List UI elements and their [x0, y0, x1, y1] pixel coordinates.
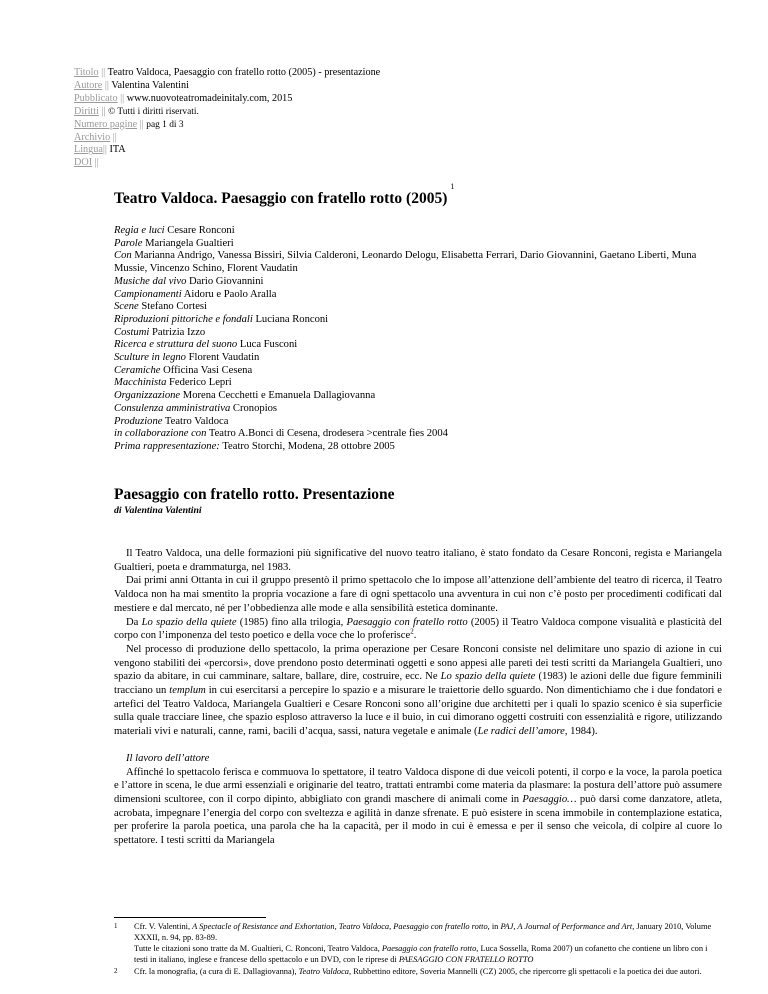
credit-line: Costumi Patrizia Izzo: [114, 326, 206, 338]
metadata-row-pubblicato: Pubblicato || www.nuovoteatromadeinitaly.com, 2015: [74, 92, 293, 104]
credit-line: Regia e luci Cesare Ronconi: [114, 225, 235, 236]
metadata-row-diritti: Diritti || © Tutti i diritti riservati.: [74, 105, 199, 117]
metadata-row-doi: DOI ||: [74, 157, 99, 169]
credit-line: Con Marianna Andrigo, Vanessa Bissiri, Silvia Calderoni, Leonardo Delogu, Elisabetta Ferrari, Dario Giovannini, Gaetano Liberti, Muna Mussie, Vincenzo Schino, Florent Vaudatin: [114, 250, 697, 275]
metadata-row-numero-pagine: Numero pagine || pag 1 di 3: [74, 118, 184, 130]
page-title: Teatro Valdoca. Paesaggio con fratello rotto $(2005)^1$: [114, 182, 455, 208]
footnote-ref[interactable]: 2: [410, 627, 414, 636]
metadata-key-link[interactable]: Archivio: [74, 131, 111, 143]
credit-line: in collaborazione con Teatro A.Bonci di Cesena, drodesera >centrale fies 2004: [114, 428, 448, 440]
credit-line: Consulenza amministrativa Cronopios: [114, 402, 278, 414]
paragraph: Nel processo di produzione dello spettacolo, la prima operazione per Cesare Ronconi consiste nel delimitare uno spazio di azione in cui vengono stabiliti dei «percorsi», dove prendono posto determinati oggetti e sono appesi alle pareti dei testi scritti da Mariangela Gualtieri, uno spazio da abitare, in cui camminare, saltare, ballare, dire, costruire, ecc. Ne Lo spazio della quiete (1983) le azioni delle due figure femminili tracciano un templum in cui esercitarsi a percepire lo spazio e a misurare le traiettorie dello sguardo. Non dimentichiamo che i due fondatori e artefici del Teatro Valdoca, Mariangela Gualtieri e Cesare Ronconi sono all’origine due architetti per i quali lo spazio scenico è sia superficie sulla quale tracciare linee, che spazio esploso attraverso la luce e il buio, in cui dimorano oggetti costruiti con essenzialità e rigore, utilizzando materiali vivi e naturali, canne, rami, bacili d’acqua, sassi, natura vegetale e animale (Le radici dell’amore, 1984).: [114, 643, 723, 738]
paragraph: Dai primi anni Ottanta in cui il gruppo presentò il primo spettacolo che lo impose all’attenzione dell’ambiente del teatro di ricerca, il Teatro Valdoca non ha mai smentito la propria vocazione a fare di ogni spettacolo una avventura in cui non c’è posto per procedimenti codificati dal mestiere e dal mercato, né per l’obbedienza alle mode e alla sensibilità estetica dominante.: [114, 575, 722, 614]
metadata-row-titolo: Titolo || Teatro Valdoca, Paesaggio con fratello rotto (2005) - presentazione: [74, 67, 381, 78]
metadata-row-lingua: Lingua|| ITA: [74, 144, 126, 156]
metadata-key-link[interactable]: Pubblicato: [74, 92, 118, 104]
footnote: 2 Cfr. la monografia, (a cura di E. Dallagiovanna), Teatro Valdoca, Rubbettino editore, Soveria Mannelli (CZ) 2005, che ripercorre gli spettacoli e la poetica dei due autori.: [114, 967, 702, 976]
subheading: Il lavoro dell’attore: [126, 752, 210, 764]
footnote-ref[interactable]: 1: [450, 182, 455, 191]
paragraph: Affinché lo spettacolo ferisca e commuova lo spettatore, il teatro Valdoca dispone di due veicoli potenti, il corpo e la voce, la parola poetica e l’attore in scena, le due armi essenziali e originarie del teatro, trattati entrambi come materia da plasmare: la postura dell’attore può assumere dimensioni scultoree, con il corpo dipinto, abbigliato con grandi maschere di animali come in Paesaggio… può darsi come danzatore, atleta, acrobata, impegnare l’energia del corpo con sveltezza e agilità in danze sfrenate. E può esistere in scena immobile in contemplazione estatica, per proferire la parola poetica, una parola che ha la capacità, per il modo in cui è emessa e per il senso che veicola, di colpire al cuore lo spettatore. I testi scritti da Mariangela: [114, 766, 722, 847]
credit-line: Sculture in legno Florent Vaudatin: [114, 352, 260, 364]
paragraph: Il Teatro Valdoca, una delle formazioni più significative del nuovo teatro italiano, è stato fondato da Cesare Ronconi, regista e Mariangela Gualtieri, poeta e drammaturga, nel 1983.: [114, 548, 722, 573]
metadata-key-link[interactable]: Diritti: [74, 105, 99, 117]
metadata-key-link[interactable]: Autore: [74, 79, 103, 91]
metadata-key-link[interactable]: DOI: [74, 157, 93, 169]
credit-line: Parole Mariangela Gualtieri: [114, 237, 234, 249]
credit-line: Ricerca e struttura del suono Luca Fusconi: [114, 339, 298, 351]
metadata-key-link[interactable]: Titolo: [74, 67, 99, 78]
credit-line: Campionamenti Aidoru e Paolo Aralla: [114, 288, 277, 300]
credit-line: Ceramiche Officina Vasi Cesena: [114, 364, 253, 376]
credit-line: Produzione Teatro Valdoca: [114, 415, 229, 427]
footnote-divider: [114, 917, 266, 918]
footnotes: [114, 921, 722, 977]
metadata-row-archivio: Archivio ||: [74, 131, 117, 143]
credit-line: Musiche dal vivo Dario Giovannini: [114, 275, 264, 287]
credits-list: [114, 225, 722, 454]
metadata-block: [74, 67, 380, 170]
metadata-row-autore: Autore || Valentina Valentini: [74, 79, 189, 91]
article-body: [114, 547, 722, 848]
credit-line: Riproduzioni pittoriche e fondali Luciana Ronconi: [114, 313, 329, 325]
credit-line: Organizzazione Morena Cecchetti e Emanuela Dallagiovanna: [114, 390, 376, 402]
section-byline: di Valentina Valentini: [114, 505, 202, 516]
footnote-number: 2: [114, 967, 118, 975]
footnote: 1 Cfr. V. Valentini, A Spectacle of Resistance and Exhortation, Teatro Valdoca, Paesaggio con fratello rotto, in PAJ, A Journal of Performance and Art, January 2010, Volume XXXII, n. 94, pp. 83-89. Tutte le citazioni sono tratte da M. Gualtieri, C. Ronconi, Teatro Valdoca, Paesaggio con fratello rotto, Luca Sossella, Roma 2007) un cofanetto che contiene un libro con i testi in italiano, inglese e francese dello spettacolo e un DVD, con le riprese di PAESAGGIO CON FRATELLO ROTTO: [114, 922, 712, 964]
credit-line: Prima rappresentazione: Teatro Storchi, Modena, 28 ottobre 2005: [114, 440, 395, 452]
metadata-key-link[interactable]: Lingua: [74, 144, 103, 156]
credit-line: Macchinista Federico Lepri: [114, 377, 232, 389]
section-title: Paesaggio con fratello rotto. Presentazione: [114, 486, 395, 503]
paragraph: Da Lo spazio della quiete (1985) fino alla trilogia, Paesaggio con fratello rotto (2005) il Teatro Valdoca compone visualità e plasticità del corpo con l’imponenza del testo poetico e della voce che lo proferisce$^2$.: [114, 616, 722, 642]
footnote-number: 1: [114, 922, 118, 930]
metadata-key-link[interactable]: Numero pagine: [74, 118, 138, 130]
credit-line: Scene Stefano Cortesi: [114, 301, 207, 313]
